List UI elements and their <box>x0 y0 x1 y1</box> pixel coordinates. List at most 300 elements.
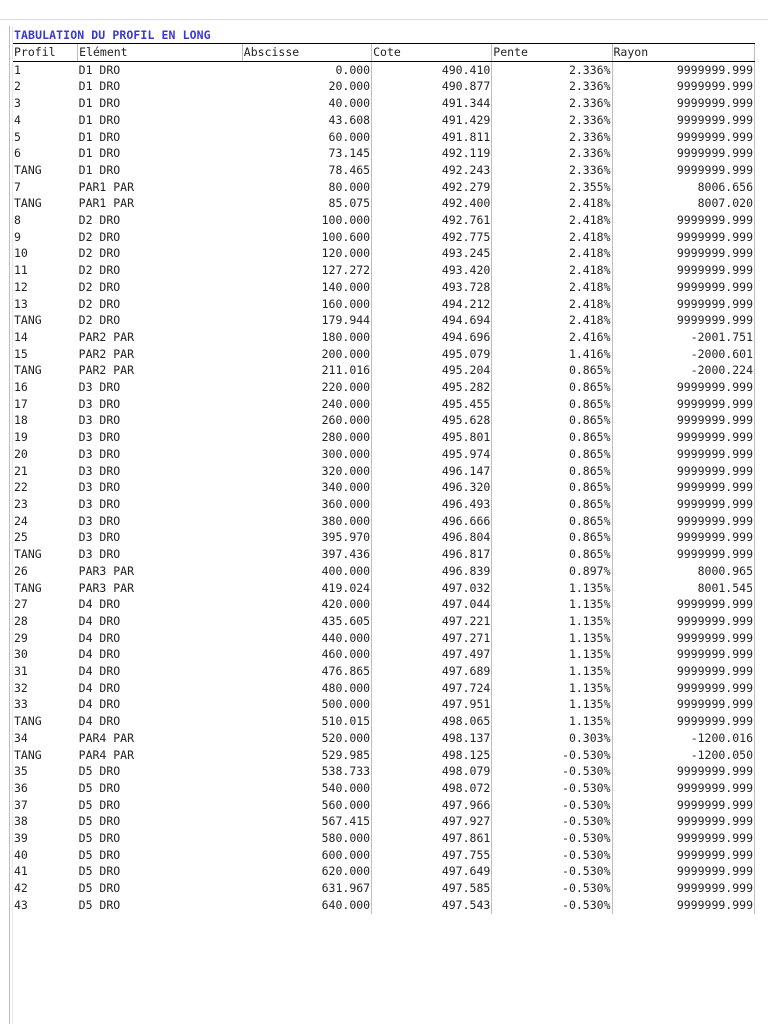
pente-cell[interactable]: 0.865% <box>492 463 612 480</box>
element-cell[interactable]: D4 DRO <box>78 647 121 662</box>
table-row[interactable] <box>13 78 755 95</box>
rayon-cell[interactable]: 9999999.999 <box>612 813 755 830</box>
cote-cell[interactable]: 496.839 <box>372 563 492 580</box>
pente-cell[interactable]: 0.865% <box>492 496 612 513</box>
column-header-rayon[interactable]: Rayon <box>612 44 755 61</box>
table-row[interactable] <box>13 61 755 78</box>
abscisse-cell[interactable]: 0.000 <box>242 61 371 78</box>
rayon-cell[interactable]: 9999999.999 <box>612 780 755 797</box>
rayon-cell[interactable]: 9999999.999 <box>612 145 755 162</box>
profil-cell[interactable]: TANG <box>14 162 42 177</box>
pente-cell[interactable]: 1.135% <box>492 713 612 730</box>
profil-cell[interactable]: 27 <box>14 597 28 612</box>
abscisse-cell[interactable]: 397.436 <box>242 546 371 563</box>
table-row[interactable] <box>13 262 755 279</box>
profil-cell[interactable]: 34 <box>14 730 28 745</box>
profil-cell[interactable]: 36 <box>14 780 28 795</box>
abscisse-cell[interactable]: 220.000 <box>242 379 371 396</box>
column-header-pente[interactable]: Pente <box>492 44 612 61</box>
table-row[interactable] <box>13 496 755 513</box>
pente-cell[interactable]: 0.865% <box>492 529 612 546</box>
element-cell[interactable]: D3 DRO <box>78 513 121 528</box>
abscisse-cell[interactable]: 620.000 <box>242 863 371 880</box>
element-cell[interactable]: D4 DRO <box>78 697 121 712</box>
pente-cell[interactable]: 0.865% <box>492 396 612 413</box>
table-row[interactable] <box>13 863 755 880</box>
profil-cell[interactable]: 26 <box>14 563 28 578</box>
cote-cell[interactable]: 495.455 <box>372 396 492 413</box>
pente-cell[interactable]: 1.135% <box>492 580 612 597</box>
pente-cell[interactable]: 0.865% <box>492 513 612 530</box>
abscisse-cell[interactable]: 360.000 <box>242 496 371 513</box>
cote-cell[interactable]: 496.666 <box>372 513 492 530</box>
pente-cell[interactable]: 1.135% <box>492 663 612 680</box>
element-cell[interactable]: D3 DRO <box>78 380 121 395</box>
rayon-cell[interactable]: 9999999.999 <box>612 897 755 914</box>
pente-cell[interactable]: -0.530% <box>492 763 612 780</box>
pente-cell[interactable]: -0.530% <box>492 880 612 897</box>
abscisse-cell[interactable]: 500.000 <box>242 696 371 713</box>
element-cell[interactable]: D5 DRO <box>78 831 121 846</box>
abscisse-cell[interactable]: 640.000 <box>242 897 371 914</box>
table-row[interactable] <box>13 429 755 446</box>
element-cell[interactable]: D1 DRO <box>78 96 121 111</box>
abscisse-cell[interactable]: 435.605 <box>242 613 371 630</box>
cote-cell[interactable]: 497.951 <box>372 696 492 713</box>
profil-cell[interactable]: 37 <box>14 797 28 812</box>
rayon-cell[interactable]: 9999999.999 <box>612 646 755 663</box>
pente-cell[interactable]: 2.418% <box>492 212 612 229</box>
cote-cell[interactable]: 493.420 <box>372 262 492 279</box>
abscisse-cell[interactable]: 73.145 <box>242 145 371 162</box>
rayon-cell[interactable]: 9999999.999 <box>612 596 755 613</box>
profil-cell[interactable]: 39 <box>14 831 28 846</box>
cote-cell[interactable]: 498.125 <box>372 747 492 764</box>
pente-cell[interactable]: -0.530% <box>492 797 612 814</box>
profil-cell[interactable]: 9 <box>14 229 21 244</box>
pente-cell[interactable]: 1.135% <box>492 630 612 647</box>
profil-cell[interactable]: TANG <box>14 580 42 595</box>
rayon-cell[interactable]: 9999999.999 <box>612 496 755 513</box>
rayon-cell[interactable]: 9999999.999 <box>612 312 755 329</box>
abscisse-cell[interactable]: 200.000 <box>242 346 371 363</box>
cote-cell[interactable]: 492.243 <box>372 162 492 179</box>
abscisse-cell[interactable]: 440.000 <box>242 630 371 647</box>
pente-cell[interactable]: 2.336% <box>492 162 612 179</box>
abscisse-cell[interactable]: 179.944 <box>242 312 371 329</box>
element-cell[interactable]: D2 DRO <box>78 213 121 228</box>
table-row[interactable] <box>13 813 755 830</box>
rayon-cell[interactable]: 9999999.999 <box>612 229 755 246</box>
profil-cell[interactable]: 6 <box>14 146 21 161</box>
abscisse-cell[interactable]: 538.733 <box>242 763 371 780</box>
table-row[interactable] <box>13 279 755 296</box>
table-row[interactable] <box>13 680 755 697</box>
element-cell[interactable]: D1 DRO <box>78 146 121 161</box>
cote-cell[interactable]: 491.344 <box>372 95 492 112</box>
rayon-cell[interactable]: 9999999.999 <box>612 847 755 864</box>
rayon-cell[interactable]: 9999999.999 <box>612 61 755 78</box>
pente-cell[interactable]: -0.530% <box>492 863 612 880</box>
pente-cell[interactable]: 2.355% <box>492 179 612 196</box>
rayon-cell[interactable]: 8007.020 <box>612 195 755 212</box>
pente-cell[interactable]: 1.135% <box>492 680 612 697</box>
table-row[interactable] <box>13 145 755 162</box>
element-cell[interactable]: D4 DRO <box>78 680 121 695</box>
table-row[interactable] <box>13 880 755 897</box>
cote-cell[interactable]: 497.649 <box>372 863 492 880</box>
table-row[interactable] <box>13 362 755 379</box>
profil-cell[interactable]: 2 <box>14 79 21 94</box>
pente-cell[interactable]: -0.530% <box>492 747 612 764</box>
rayon-cell[interactable]: 9999999.999 <box>612 479 755 496</box>
rayon-cell[interactable]: 9999999.999 <box>612 129 755 146</box>
rayon-cell[interactable]: 9999999.999 <box>612 379 755 396</box>
profil-cell[interactable]: 5 <box>14 129 21 144</box>
element-cell[interactable]: D3 DRO <box>78 480 121 495</box>
abscisse-cell[interactable]: 211.016 <box>242 362 371 379</box>
rayon-cell[interactable]: 9999999.999 <box>612 529 755 546</box>
element-cell[interactable]: D3 DRO <box>78 446 121 461</box>
table-row[interactable] <box>13 312 755 329</box>
table-row[interactable] <box>13 797 755 814</box>
column-header-abscisse[interactable]: Abscisse <box>242 44 371 61</box>
element-cell[interactable]: D4 DRO <box>78 597 121 612</box>
pente-cell[interactable]: 0.865% <box>492 362 612 379</box>
rayon-cell[interactable]: 8001.545 <box>612 580 755 597</box>
cote-cell[interactable]: 498.079 <box>372 763 492 780</box>
pente-cell[interactable]: -0.530% <box>492 847 612 864</box>
cote-cell[interactable]: 497.497 <box>372 646 492 663</box>
rayon-cell[interactable]: 9999999.999 <box>612 863 755 880</box>
table-row[interactable] <box>13 379 755 396</box>
profil-cell[interactable]: 31 <box>14 664 28 679</box>
cote-cell[interactable]: 496.817 <box>372 546 492 563</box>
profil-cell[interactable]: 16 <box>14 380 28 395</box>
profil-cell[interactable]: 4 <box>14 112 21 127</box>
table-row[interactable] <box>13 763 755 780</box>
rayon-cell[interactable]: 9999999.999 <box>612 797 755 814</box>
profil-cell[interactable]: TANG <box>14 196 42 211</box>
pente-cell[interactable]: 0.897% <box>492 563 612 580</box>
table-row[interactable] <box>13 696 755 713</box>
rayon-cell[interactable]: 9999999.999 <box>612 680 755 697</box>
table-row[interactable] <box>13 229 755 246</box>
abscisse-cell[interactable]: 180.000 <box>242 329 371 346</box>
rayon-cell[interactable]: 9999999.999 <box>612 613 755 630</box>
cote-cell[interactable]: 491.429 <box>372 112 492 129</box>
element-cell[interactable]: D2 DRO <box>78 229 121 244</box>
cote-cell[interactable]: 497.966 <box>372 797 492 814</box>
cote-cell[interactable]: 495.974 <box>372 446 492 463</box>
abscisse-cell[interactable]: 400.000 <box>242 563 371 580</box>
cote-cell[interactable]: 495.204 <box>372 362 492 379</box>
abscisse-cell[interactable]: 419.024 <box>242 580 371 597</box>
abscisse-cell[interactable]: 476.865 <box>242 663 371 680</box>
table-row[interactable] <box>13 463 755 480</box>
table-row[interactable] <box>13 780 755 797</box>
pente-cell[interactable]: 2.418% <box>492 312 612 329</box>
profil-cell[interactable]: TANG <box>14 363 42 378</box>
element-cell[interactable]: D3 DRO <box>78 413 121 428</box>
cote-cell[interactable]: 497.755 <box>372 847 492 864</box>
element-cell[interactable]: PAR3 PAR <box>78 580 135 595</box>
pente-cell[interactable]: 1.135% <box>492 696 612 713</box>
cote-cell[interactable]: 494.696 <box>372 329 492 346</box>
profil-cell[interactable]: 33 <box>14 697 28 712</box>
rayon-cell[interactable]: 9999999.999 <box>612 412 755 429</box>
cote-cell[interactable]: 492.279 <box>372 179 492 196</box>
rayon-cell[interactable]: 9999999.999 <box>612 513 755 530</box>
cote-cell[interactable]: 497.927 <box>372 813 492 830</box>
element-cell[interactable]: PAR2 PAR <box>78 363 135 378</box>
cote-cell[interactable]: 497.585 <box>372 880 492 897</box>
table-row[interactable] <box>13 847 755 864</box>
table-row[interactable] <box>13 296 755 313</box>
table-row[interactable] <box>13 346 755 363</box>
rayon-cell[interactable]: 9999999.999 <box>612 95 755 112</box>
abscisse-cell[interactable]: 40.000 <box>242 95 371 112</box>
element-cell[interactable]: D4 DRO <box>78 613 121 628</box>
cote-cell[interactable]: 497.032 <box>372 580 492 597</box>
element-cell[interactable]: PAR1 PAR <box>78 196 135 211</box>
rayon-cell[interactable]: 8000.965 <box>612 563 755 580</box>
rayon-cell[interactable]: 9999999.999 <box>612 396 755 413</box>
table-row[interactable] <box>13 713 755 730</box>
table-row[interactable] <box>13 95 755 112</box>
abscisse-cell[interactable]: 580.000 <box>242 830 371 847</box>
table-row[interactable] <box>13 613 755 630</box>
cote-cell[interactable]: 495.628 <box>372 412 492 429</box>
rayon-cell[interactable]: 9999999.999 <box>612 763 755 780</box>
element-cell[interactable]: PAR2 PAR <box>78 346 135 361</box>
profil-cell[interactable]: TANG <box>14 714 42 729</box>
element-cell[interactable]: D5 DRO <box>78 764 121 779</box>
abscisse-cell[interactable]: 529.985 <box>242 747 371 764</box>
profil-cell[interactable]: 15 <box>14 346 28 361</box>
profil-cell[interactable]: 19 <box>14 430 28 445</box>
element-cell[interactable]: D3 DRO <box>78 396 121 411</box>
profil-cell[interactable]: TANG <box>14 313 42 328</box>
profil-cell[interactable]: 13 <box>14 296 28 311</box>
profil-cell[interactable]: TANG <box>14 547 42 562</box>
abscisse-cell[interactable]: 160.000 <box>242 296 371 313</box>
pente-cell[interactable]: 2.418% <box>492 279 612 296</box>
table-row[interactable] <box>13 162 755 179</box>
abscisse-cell[interactable]: 140.000 <box>242 279 371 296</box>
cote-cell[interactable]: 497.044 <box>372 596 492 613</box>
profil-cell[interactable]: 11 <box>14 263 28 278</box>
profil-cell[interactable]: 14 <box>14 329 28 344</box>
cote-cell[interactable]: 493.728 <box>372 279 492 296</box>
cote-cell[interactable]: 496.320 <box>372 479 492 496</box>
pente-cell[interactable]: -0.530% <box>492 830 612 847</box>
rayon-cell[interactable]: 9999999.999 <box>612 880 755 897</box>
rayon-cell[interactable]: 9999999.999 <box>612 696 755 713</box>
table-row[interactable] <box>13 897 755 914</box>
cote-cell[interactable]: 496.804 <box>372 529 492 546</box>
pente-cell[interactable]: 0.303% <box>492 730 612 747</box>
table-row[interactable] <box>13 112 755 129</box>
element-cell[interactable]: D5 DRO <box>78 814 121 829</box>
table-row[interactable] <box>13 830 755 847</box>
abscisse-cell[interactable]: 420.000 <box>242 596 371 613</box>
abscisse-cell[interactable]: 60.000 <box>242 129 371 146</box>
table-row[interactable] <box>13 245 755 262</box>
abscisse-cell[interactable]: 78.465 <box>242 162 371 179</box>
table-row[interactable] <box>13 513 755 530</box>
table-row[interactable] <box>13 446 755 463</box>
element-cell[interactable]: PAR2 PAR <box>78 329 135 344</box>
cote-cell[interactable]: 492.119 <box>372 145 492 162</box>
pente-cell[interactable]: 2.416% <box>492 329 612 346</box>
table-row[interactable] <box>13 563 755 580</box>
rayon-cell[interactable]: 9999999.999 <box>612 630 755 647</box>
cote-cell[interactable]: 497.271 <box>372 630 492 647</box>
cote-cell[interactable]: 490.877 <box>372 78 492 95</box>
pente-cell[interactable]: 0.865% <box>492 479 612 496</box>
cote-cell[interactable]: 491.811 <box>372 129 492 146</box>
cote-cell[interactable]: 495.801 <box>372 429 492 446</box>
element-cell[interactable]: D3 DRO <box>78 463 121 478</box>
element-cell[interactable]: D2 DRO <box>78 296 121 311</box>
element-cell[interactable]: D5 DRO <box>78 897 121 912</box>
abscisse-cell[interactable]: 395.970 <box>242 529 371 546</box>
table-row[interactable] <box>13 546 755 563</box>
rayon-cell[interactable]: 9999999.999 <box>612 279 755 296</box>
element-cell[interactable]: PAR1 PAR <box>78 179 135 194</box>
profil-cell[interactable]: 42 <box>14 881 28 896</box>
profil-cell[interactable]: 17 <box>14 396 28 411</box>
table-row[interactable] <box>13 479 755 496</box>
pente-cell[interactable]: -0.530% <box>492 897 612 914</box>
profil-cell[interactable]: 35 <box>14 764 28 779</box>
cote-cell[interactable]: 497.861 <box>372 830 492 847</box>
profil-cell[interactable]: 28 <box>14 613 28 628</box>
rayon-cell[interactable]: 9999999.999 <box>612 830 755 847</box>
profil-cell[interactable]: 3 <box>14 96 21 111</box>
cote-cell[interactable]: 496.147 <box>372 463 492 480</box>
abscisse-cell[interactable]: 480.000 <box>242 680 371 697</box>
abscisse-cell[interactable]: 100.600 <box>242 229 371 246</box>
cote-cell[interactable]: 492.400 <box>372 195 492 212</box>
pente-cell[interactable]: 1.135% <box>492 596 612 613</box>
profil-cell[interactable]: 1 <box>14 62 21 77</box>
abscisse-cell[interactable]: 43.608 <box>242 112 371 129</box>
element-cell[interactable]: PAR4 PAR <box>78 747 135 762</box>
cote-cell[interactable]: 494.694 <box>372 312 492 329</box>
table-row[interactable] <box>13 663 755 680</box>
element-cell[interactable]: D1 DRO <box>78 79 121 94</box>
pente-cell[interactable]: 2.418% <box>492 245 612 262</box>
pente-cell[interactable]: 2.336% <box>492 78 612 95</box>
table-row[interactable] <box>13 412 755 429</box>
profil-cell[interactable]: 22 <box>14 480 28 495</box>
abscisse-cell[interactable]: 540.000 <box>242 780 371 797</box>
rayon-cell[interactable]: 9999999.999 <box>612 546 755 563</box>
cote-cell[interactable]: 495.282 <box>372 379 492 396</box>
rayon-cell[interactable]: -2000.601 <box>612 346 755 363</box>
cote-cell[interactable]: 498.065 <box>372 713 492 730</box>
table-row[interactable] <box>13 396 755 413</box>
abscisse-cell[interactable]: 127.272 <box>242 262 371 279</box>
table-row[interactable] <box>13 630 755 647</box>
rayon-cell[interactable]: 9999999.999 <box>612 429 755 446</box>
pente-cell[interactable]: 2.418% <box>492 262 612 279</box>
pente-cell[interactable]: 2.336% <box>492 145 612 162</box>
rayon-cell[interactable]: 9999999.999 <box>612 663 755 680</box>
pente-cell[interactable]: 2.336% <box>492 112 612 129</box>
element-cell[interactable]: D2 DRO <box>78 246 121 261</box>
abscisse-cell[interactable]: 240.000 <box>242 396 371 413</box>
element-cell[interactable]: D4 DRO <box>78 664 121 679</box>
rayon-cell[interactable]: 9999999.999 <box>612 112 755 129</box>
element-cell[interactable]: D4 DRO <box>78 714 121 729</box>
element-cell[interactable]: D2 DRO <box>78 279 121 294</box>
cote-cell[interactable]: 497.724 <box>372 680 492 697</box>
abscisse-cell[interactable]: 85.075 <box>242 195 371 212</box>
abscisse-cell[interactable]: 460.000 <box>242 646 371 663</box>
rayon-cell[interactable]: -1200.016 <box>612 730 755 747</box>
cote-cell[interactable]: 497.689 <box>372 663 492 680</box>
abscisse-cell[interactable]: 280.000 <box>242 429 371 446</box>
cote-cell[interactable]: 497.543 <box>372 897 492 914</box>
element-cell[interactable]: PAR3 PAR <box>78 563 135 578</box>
abscisse-cell[interactable]: 510.015 <box>242 713 371 730</box>
rayon-cell[interactable]: -2000.224 <box>612 362 755 379</box>
pente-cell[interactable]: 2.336% <box>492 95 612 112</box>
abscisse-cell[interactable]: 631.967 <box>242 880 371 897</box>
element-cell[interactable]: D5 DRO <box>78 864 121 879</box>
table-row[interactable] <box>13 529 755 546</box>
abscisse-cell[interactable]: 560.000 <box>242 797 371 814</box>
abscisse-cell[interactable]: 20.000 <box>242 78 371 95</box>
column-header-cote[interactable]: Cote <box>372 44 492 61</box>
element-cell[interactable]: D5 DRO <box>78 797 121 812</box>
profil-cell[interactable]: 38 <box>14 814 28 829</box>
abscisse-cell[interactable]: 260.000 <box>242 412 371 429</box>
table-row[interactable] <box>13 195 755 212</box>
column-header-profil[interactable]: Profil <box>13 44 78 61</box>
abscisse-cell[interactable]: 380.000 <box>242 513 371 530</box>
rayon-cell[interactable]: 9999999.999 <box>612 78 755 95</box>
rayon-cell[interactable]: 9999999.999 <box>612 463 755 480</box>
table-row[interactable] <box>13 747 755 764</box>
cote-cell[interactable]: 495.079 <box>372 346 492 363</box>
element-cell[interactable]: D4 DRO <box>78 630 121 645</box>
abscisse-cell[interactable]: 120.000 <box>242 245 371 262</box>
rayon-cell[interactable]: 9999999.999 <box>612 262 755 279</box>
element-cell[interactable]: D3 DRO <box>78 530 121 545</box>
pente-cell[interactable]: 2.418% <box>492 229 612 246</box>
pente-cell[interactable]: 0.865% <box>492 446 612 463</box>
profil-cell[interactable]: 24 <box>14 513 28 528</box>
rayon-cell[interactable]: 8006.656 <box>612 179 755 196</box>
element-cell[interactable]: PAR4 PAR <box>78 730 135 745</box>
cote-cell[interactable]: 493.245 <box>372 245 492 262</box>
pente-cell[interactable]: 0.865% <box>492 429 612 446</box>
cote-cell[interactable]: 498.137 <box>372 730 492 747</box>
rayon-cell[interactable]: -2001.751 <box>612 329 755 346</box>
cote-cell[interactable]: 497.221 <box>372 613 492 630</box>
cote-cell[interactable]: 492.775 <box>372 229 492 246</box>
rayon-cell[interactable]: 9999999.999 <box>612 713 755 730</box>
pente-cell[interactable]: 0.865% <box>492 379 612 396</box>
rayon-cell[interactable]: 9999999.999 <box>612 296 755 313</box>
profil-cell[interactable]: 25 <box>14 530 28 545</box>
rayon-cell[interactable]: 9999999.999 <box>612 245 755 262</box>
table-row[interactable] <box>13 596 755 613</box>
